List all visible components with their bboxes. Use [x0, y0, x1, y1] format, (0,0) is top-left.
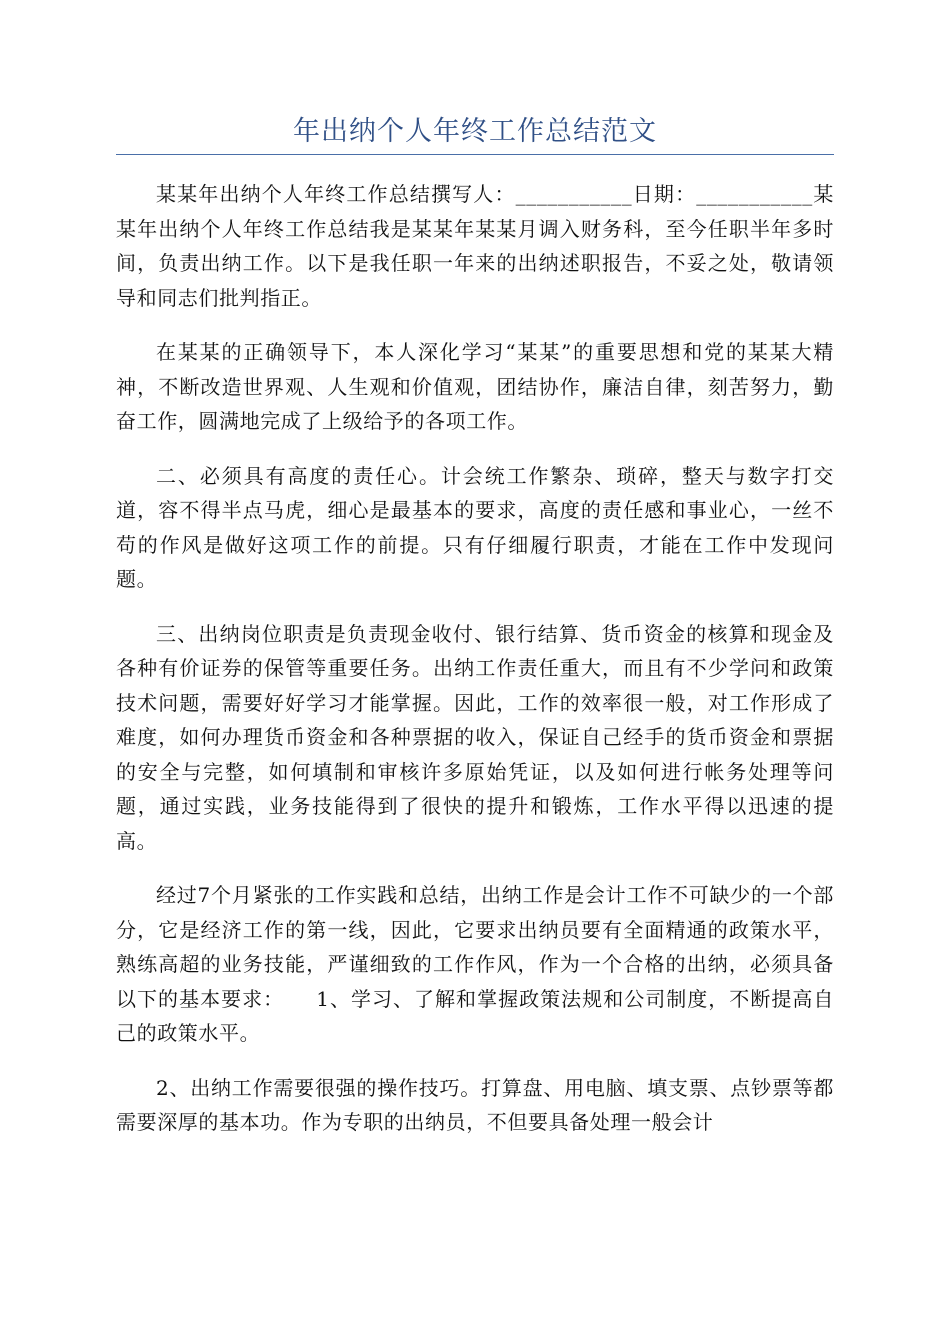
paragraph-leadership: 在某某的正确领导下，本人深化学习“某某”的重要思想和党的某某大精神，不断改造世界观、人生观和价值观，团结协作，廉洁自律，刻苦努力，勤奋工作，圆满地完成了上级给予的各项工作。	[116, 340, 834, 433]
paragraph-intro: 某某年出纳个人年终工作总结撰写人：___________日期：___________某某年出纳个人年终工作总结我是某某年某某月调入财务科，至今任职半年多时间，负责出纳工作。以下是我任职一年来的出纳述职报告，不妥之处，敬请领导和同志们批判指正。	[116, 182, 834, 310]
paragraph-skills: 2、出纳工作需要很强的操作技巧。打算盘、用电脑、填支票、点钞票等都需要深厚的基本功。作为专职的出纳员，不但要具备处理一般会计	[116, 1075, 834, 1134]
title-underline	[116, 154, 834, 155]
paragraph-responsibility: 二、必须具有高度的责任心。计会统工作繁杂、琐碎，整天与数字打交道，容不得半点马虎，细心是最基本的要求，高度的责任感和事业心，一丝不苟的作风是做好这项工作的前提。只有仔细履行职责，才能在工作中发现问题。	[116, 463, 834, 591]
document-body	[116, 177, 834, 1160]
paragraph-duties: 三、出纳岗位职责是负责现金收付、银行结算、货币资金的核算和现金及各种有价证券的保管等重要任务。出纳工作责任重大，而且有不少学问和政策技术问题，需要好好学习才能掌握。因此，工作的效率很一般，对工作形成了难度，如何办理货币资金和各种票据的收入，保证自己经手的货币资金和票据的安全与完整，如何填制和审核许多原始凭证，以及如何进行帐务处理等问题，通过实践，业务技能得到了很快的提升和锻炼，工作水平得以迅速的提高。	[116, 621, 834, 853]
document-title: 年出纳个人年终工作总结范文	[293, 116, 657, 147]
paragraph-experience: 经过7个月紧张的工作实践和总结，出纳工作是会计工作不可缺少的一个部分，它是经济工作的第一线，因此，它要求出纳员要有全面精通的政策水平，熟练高超的业务技能，严谨细致的工作作风，作为一个合格的出纳，必须具备以下的基本要求： 1、学习、了解和掌握政策法规和公司制度，不断提高自己的政策水平。	[116, 883, 834, 1045]
